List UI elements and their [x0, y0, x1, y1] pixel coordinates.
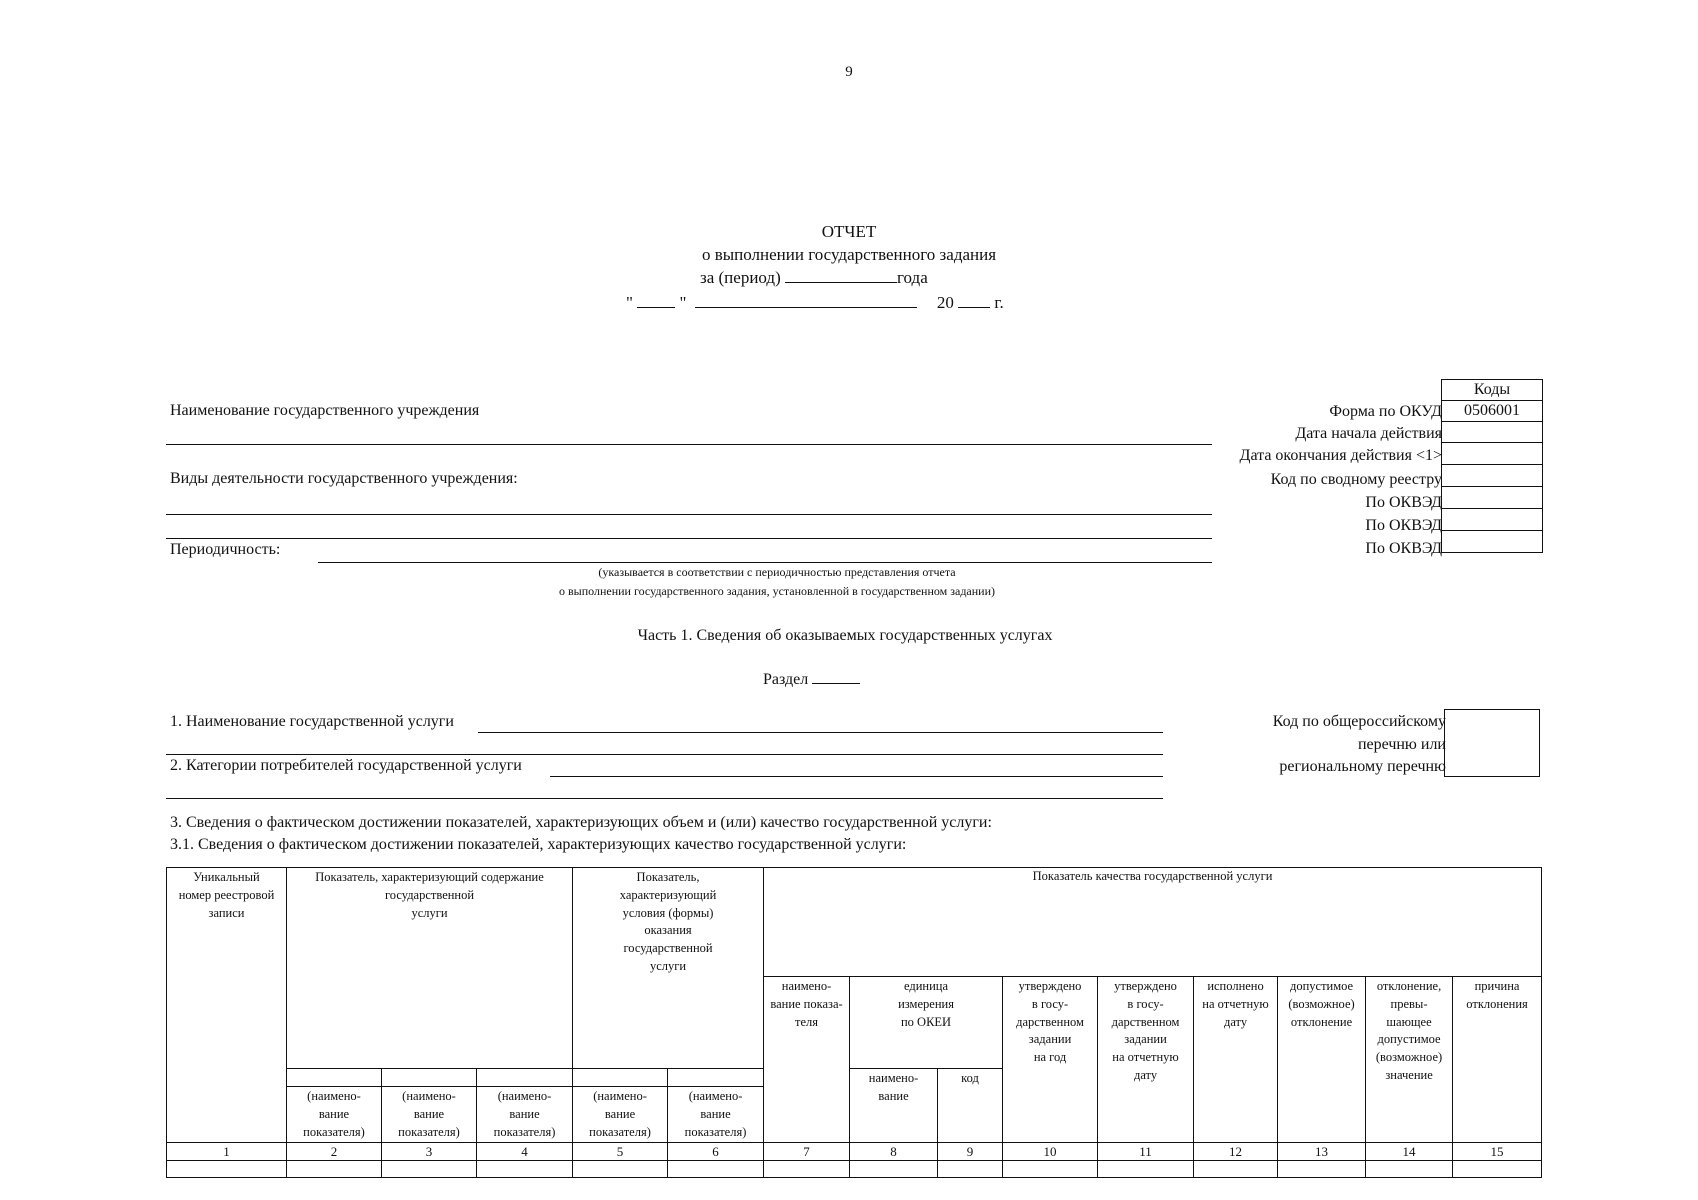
indicator-value-6[interactable]	[668, 1069, 764, 1087]
header-deviation-reason: причина отклонения	[1453, 977, 1542, 1143]
col-num-13: 13	[1278, 1143, 1366, 1161]
col-num-12: 12	[1194, 1143, 1278, 1161]
quality-indicators-table	[166, 867, 1542, 1178]
conditions-indicator-spacer	[573, 977, 764, 1069]
item31-label: 3.1. Сведения о фактическом достижении показателей, характеризующих качество государственной услуги:	[170, 836, 907, 853]
header-executed: исполнено на отчетную дату	[1194, 977, 1278, 1143]
col-num-4: 4	[477, 1143, 573, 1161]
month-blank[interactable]	[695, 293, 917, 308]
activities-line-1[interactable]	[166, 514, 1212, 515]
sub-indicator-4: (наимено- вание показателя)	[477, 1087, 573, 1143]
content-indicator-spacer	[287, 977, 573, 1069]
item3-label: 3. Сведения о фактическом достижении показателей, характеризующих объем и (или) качество государственной услуги:	[170, 814, 992, 831]
data-cell-6[interactable]	[668, 1161, 764, 1178]
date-line	[626, 293, 1004, 313]
header-unit-code: код	[938, 1069, 1003, 1143]
year-suffix: г.	[994, 293, 1004, 312]
codes-header: Коды	[1442, 380, 1543, 401]
consumer-categories-label: 2. Категории потребителей государственной услуги	[170, 757, 522, 774]
col-num-10: 10	[1003, 1143, 1098, 1161]
indicator-value-3[interactable]	[382, 1069, 477, 1087]
date-quote-open: "	[626, 293, 633, 312]
header-unique-number: Уникальный номер реестровой записи	[167, 868, 287, 1143]
end-date-label: Дата окончания действия <1>	[1239, 447, 1442, 464]
service-name-line-2[interactable]	[166, 754, 1163, 755]
data-cell-1[interactable]	[167, 1161, 287, 1178]
header-approved-year: утверждено в госу- дарственном задании на год	[1003, 977, 1098, 1143]
data-cell-14[interactable]	[1366, 1161, 1453, 1178]
institution-name-label: Наименование государственного учреждения	[170, 402, 480, 419]
sub-indicator-5: (наимено- вание показателя)	[573, 1087, 668, 1143]
sub-indicator-2: (наимено- вание показателя)	[287, 1087, 382, 1143]
header-indicator-name: наимено- вание показа- теля	[764, 977, 850, 1143]
column-number-row	[167, 1143, 1542, 1161]
part1-title: Часть 1. Сведения об оказываемых государственных услугах	[637, 627, 1053, 644]
col-num-2: 2	[287, 1143, 382, 1161]
period-prefix: за (период)	[700, 268, 781, 287]
col-num-11: 11	[1098, 1143, 1194, 1161]
col-num-7: 7	[764, 1143, 850, 1161]
col-num-6: 6	[668, 1143, 764, 1161]
col-num-8: 8	[850, 1143, 938, 1161]
consolidated-registry-label: Код по сводному реестру	[1270, 471, 1442, 488]
start-date-code[interactable]	[1442, 422, 1543, 443]
start-date-label: Дата начала действия	[1295, 425, 1442, 442]
header-allowed-deviation: допустимое (возможное) отклонение	[1278, 977, 1366, 1143]
col-num-3: 3	[382, 1143, 477, 1161]
activities-label: Виды деятельности государственного учреждения:	[170, 470, 518, 487]
page-number: 9	[845, 64, 853, 80]
header-quality-indicator: Показатель качества государственной услуги	[764, 868, 1542, 977]
registry-code-label-1: Код по общероссийскому	[1272, 713, 1446, 730]
periodicity-note-2: о выполнении государственного задания, установленной в государственном задании)	[558, 584, 996, 598]
data-cell-8[interactable]	[850, 1161, 938, 1178]
header-conditions-indicator: Показатель, характеризующий условия (формы) оказания государственной услуги	[573, 868, 764, 977]
period-blank[interactable]	[785, 268, 897, 283]
col-num-14: 14	[1366, 1143, 1453, 1161]
okved-code-1[interactable]	[1442, 487, 1543, 509]
header-approved-date: утверждено в госу- дарственном задании на отчетную дату	[1098, 977, 1194, 1143]
activities-line-2[interactable]	[166, 538, 1212, 539]
col-num-5: 5	[573, 1143, 668, 1161]
consolidated-registry-code[interactable]	[1442, 465, 1543, 487]
period-suffix: года	[896, 268, 928, 287]
report-title: ОТЧЕТ	[821, 222, 877, 241]
section-blank[interactable]	[812, 669, 860, 684]
end-date-code[interactable]	[1442, 443, 1543, 465]
table-row	[167, 1161, 1542, 1178]
okud-code[interactable]: 0506001	[1442, 401, 1543, 422]
codes-table	[1441, 379, 1543, 553]
data-cell-7[interactable]	[764, 1161, 850, 1178]
okud-label: Форма по ОКУД	[1329, 403, 1442, 420]
year-prefix: 20	[936, 293, 954, 312]
periodicity-label: Периодичность:	[170, 541, 281, 558]
consumer-categories-line[interactable]	[550, 776, 1163, 777]
data-cell-12[interactable]	[1194, 1161, 1278, 1178]
col-num-1: 1	[167, 1143, 287, 1161]
data-cell-4[interactable]	[477, 1161, 573, 1178]
okved-code-2[interactable]	[1442, 509, 1543, 531]
period-line	[700, 268, 928, 288]
col-num-15: 15	[1453, 1143, 1542, 1161]
data-cell-2[interactable]	[287, 1161, 382, 1178]
col-num-9: 9	[938, 1143, 1003, 1161]
header-unit-name: наимено- вание	[850, 1069, 938, 1143]
header-excess-deviation: отклонение, превы- шающее допустимое (возможное) значение	[1366, 977, 1453, 1143]
data-cell-11[interactable]	[1098, 1161, 1194, 1178]
okved-code-3[interactable]	[1442, 531, 1543, 553]
date-quote-close: "	[679, 293, 687, 312]
data-cell-15[interactable]	[1453, 1161, 1542, 1178]
periodicity-line[interactable]	[318, 562, 1212, 563]
sub-indicator-6: (наимено- вание показателя)	[668, 1087, 764, 1143]
day-blank[interactable]	[637, 293, 675, 308]
registry-code-label-3: региональному перечню	[1279, 758, 1446, 775]
data-cell-9[interactable]	[938, 1161, 1003, 1178]
okved-label-1: По ОКВЭД	[1365, 494, 1442, 511]
data-cell-5[interactable]	[573, 1161, 668, 1178]
service-name-label: 1. Наименование государственной услуги	[170, 713, 454, 730]
indicator-value-5[interactable]	[573, 1069, 668, 1087]
header-content-indicator: Показатель, характеризующий содержание государственной услуги	[287, 868, 573, 977]
service-name-line[interactable]	[478, 732, 1163, 733]
indicator-value-4[interactable]	[477, 1069, 573, 1087]
consumer-categories-line-2[interactable]	[166, 798, 1163, 799]
data-cell-13[interactable]	[1278, 1161, 1366, 1178]
year-blank[interactable]	[958, 293, 990, 308]
report-subtitle: о выполнении государственного задания	[701, 245, 997, 264]
data-cell-3[interactable]	[382, 1161, 477, 1178]
section-label: Раздел	[763, 671, 809, 688]
sub-indicator-3: (наимено- вание показателя)	[382, 1087, 477, 1143]
periodicity-note-1: (указывается в соответствии с периодичностью представления отчета	[598, 565, 956, 579]
institution-name-line[interactable]	[166, 444, 1212, 445]
registry-code-label-2: перечню или	[1357, 736, 1446, 753]
okved-label-2: По ОКВЭД	[1365, 517, 1442, 534]
section-line	[763, 669, 860, 689]
data-cell-10[interactable]	[1003, 1161, 1098, 1178]
indicator-value-2[interactable]	[287, 1069, 382, 1087]
header-unit: единица измерения по ОКЕИ	[850, 977, 1003, 1069]
okved-label-3: По ОКВЭД	[1365, 540, 1442, 557]
registry-code-box[interactable]	[1444, 709, 1540, 777]
